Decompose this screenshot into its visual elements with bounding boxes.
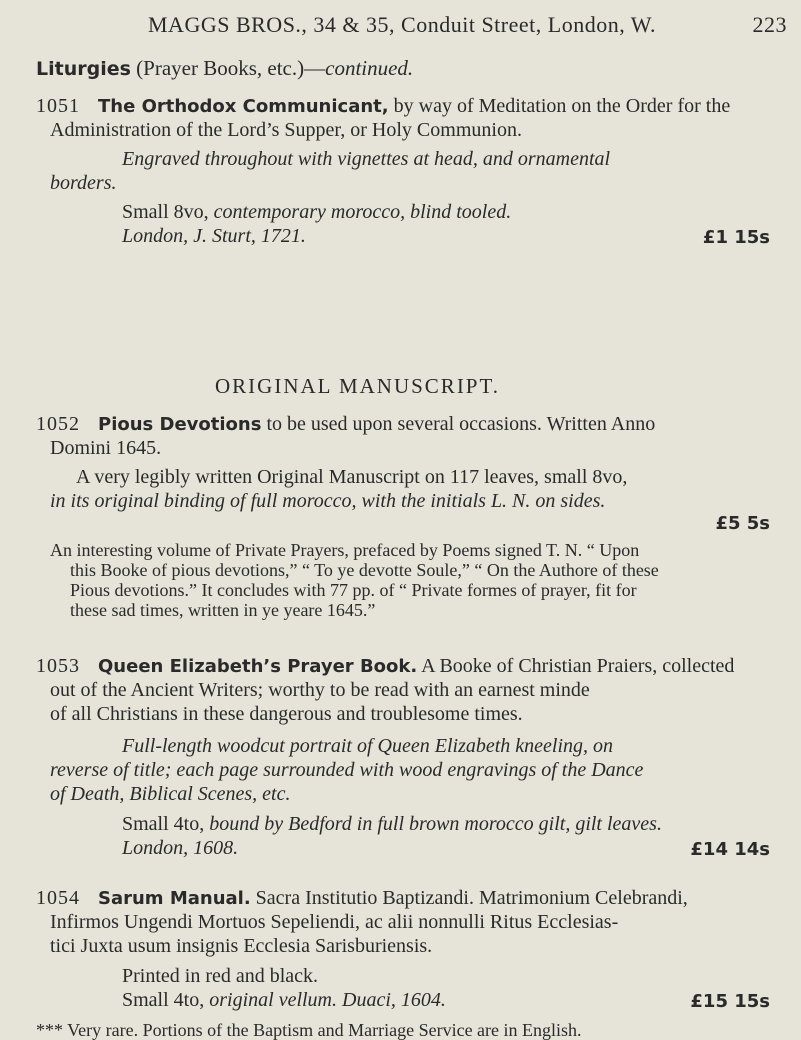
entry-description: Engraved throughout with vignettes at head, and ornamental: [122, 148, 611, 170]
entry-number: 1051: [36, 95, 80, 117]
entry-title-line-3: tici Juxta usum insignis Ecclesia Sarisburiensis.: [50, 935, 433, 957]
note-line: *** Very rare. Portions of the Baptism and Marriage Service are in English.: [36, 1020, 582, 1040]
entry-price: £5 5s: [715, 513, 770, 534]
entry-description-3: of Death, Biblical Scenes, etc.: [50, 783, 291, 805]
entry-price: £1 15s: [702, 227, 770, 248]
manuscript-subheading: ORIGINAL MANUSCRIPT.: [215, 374, 501, 398]
page-header: [0, 10, 801, 44]
section-heading-rest: (Prayer Books, etc.)—: [130, 56, 326, 80]
entry-name: The Orthodox Communicant,: [98, 96, 389, 117]
section-heading-continued: continued.: [325, 56, 414, 80]
entry-title-line: [98, 94, 790, 119]
entry-description-2: in its original binding of full morocco, with the initials L. N. on sides.: [50, 490, 606, 512]
entry-title-line-2: Administration of the Lord’s Supper, or Holy Communion.: [50, 119, 522, 141]
format-plain: Small 8vo,: [122, 201, 214, 223]
note-line: these sad times, written in ye yeare 1645.”: [70, 600, 376, 620]
entry-name-rest: by way of Meditation on the Order for the: [388, 95, 731, 117]
entry-title-line: [98, 654, 790, 679]
entry-format: [122, 812, 801, 836]
entry-description-2: reverse of title; each page surrounded with wood engravings of the Dance: [50, 759, 644, 781]
entry-title-line: [98, 886, 790, 911]
entry-name-rest: A Booke of Christian Praiers, collected: [417, 655, 735, 677]
entry-price: £14 14s: [690, 839, 770, 860]
entry-name: Sarum Manual.: [98, 888, 251, 909]
format-plain: Small 4to,: [122, 989, 210, 1011]
entry-imprint: London, 1608.: [122, 837, 239, 859]
note-line: Pious devotions.” It concludes with 77 pp. of “ Private formes of prayer, fit for: [70, 580, 637, 600]
format-plain: Small 4to,: [122, 813, 210, 835]
entry-number: 1052: [36, 413, 80, 435]
entry-description: Printed in red and black.: [122, 965, 319, 987]
entry-title-line-2: Domini 1645.: [50, 437, 162, 459]
entry-title-line: [98, 412, 790, 437]
running-title: MAGGS BROS., 34 & 35, Conduit Street, London, W.: [148, 12, 657, 37]
entry-price: £15 15s: [690, 991, 770, 1012]
entry-name-rest: to be used upon several occasions. Written Anno: [261, 413, 656, 435]
section-heading-bold: Liturgies: [36, 58, 131, 80]
format-binding: contemporary morocco, blind tooled.: [213, 201, 512, 223]
entry-name: Pious Devotions: [98, 414, 262, 435]
section-heading: [36, 56, 413, 81]
entry-number: 1054: [36, 887, 80, 909]
entry-name-rest: Sacra Institutio Baptizandi. Matrimonium Celebrandi,: [250, 887, 688, 909]
entry-title-line-2: out of the Ancient Writers; worthy to be read with an earnest minde: [50, 679, 590, 701]
entry-name: Queen Elizabeth’s Prayer Book.: [98, 656, 418, 677]
entry-description-2: borders.: [50, 172, 117, 194]
entry-description: A very legibly written Original Manuscript on 117 leaves, small 8vo,: [76, 466, 628, 488]
format-binding: original vellum. Duaci, 1604.: [209, 989, 446, 1011]
entry-description: Full-length woodcut portrait of Queen Elizabeth kneeling, on: [122, 735, 614, 757]
format-binding: bound by Bedford in full brown morocco gilt, gilt leaves.: [209, 813, 662, 835]
note-line: this Booke of pious devotions,” “ To ye devotte Soule,” “ On the Authore of these: [70, 560, 659, 580]
note-line: An interesting volume of Private Prayers, prefaced by Poems signed T. N. “ Upon: [50, 540, 640, 560]
entry-title-line-2: Infirmos Ungendi Mortuos Sepeliendi, ac alii nonnulli Ritus Ecclesias-: [50, 911, 619, 933]
entry-format: [122, 200, 801, 224]
entry-note-1052: [50, 540, 795, 620]
page-number: 223: [752, 12, 787, 37]
entry-number: 1053: [36, 655, 80, 677]
entry-imprint: London, J. Sturt, 1721.: [122, 225, 306, 247]
entry-note-1054: [36, 1020, 781, 1040]
entry-title-line-3: of all Christians in these dangerous and troublesome times.: [50, 703, 523, 725]
